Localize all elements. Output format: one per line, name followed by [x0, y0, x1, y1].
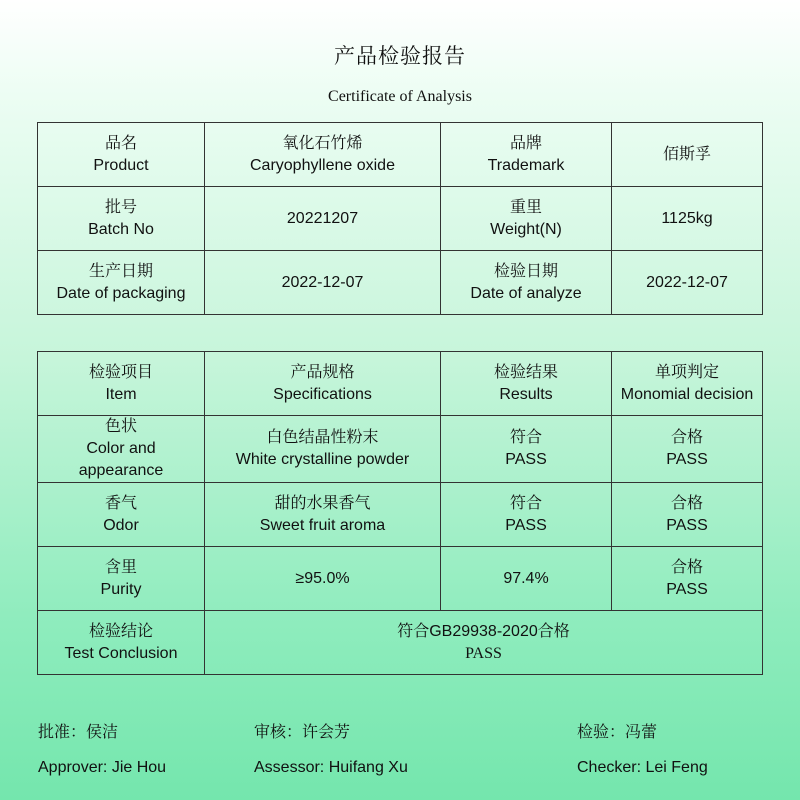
checker-cn: 检验：冯蕾 [577, 724, 658, 741]
conclusion-row [38, 611, 763, 675]
conclusion-value-en: PASS [465, 644, 502, 662]
header-result-cell [441, 352, 612, 416]
weight-label-cell [441, 187, 612, 251]
test-results-table [37, 351, 763, 675]
product-value-en: Caryophyllene oxide [250, 156, 395, 174]
decision-cell [612, 547, 763, 611]
spec-cn: 白色结晶性粉末 [266, 429, 379, 446]
analyze-date-label-en: Date of analyze [470, 284, 582, 302]
checker-en: Checker: Lei Feng [577, 759, 708, 776]
trademark-value: 佰斯孚 [662, 145, 711, 163]
batch-value-cell [205, 187, 441, 251]
product-value-cn: 氧化石竹烯 [282, 134, 363, 152]
table-header-row [38, 352, 763, 416]
result-en: PASS [505, 451, 547, 468]
decision-cell [612, 483, 763, 547]
spec-cell [205, 416, 441, 483]
product-label-cn: 品名 [104, 134, 137, 152]
item-cn: 色状 [104, 418, 137, 435]
decision-cn: 合格 [670, 494, 703, 512]
trademark-label-cell [441, 123, 612, 187]
spec-en: White crystalline powder [235, 451, 410, 468]
batch-label-cell [38, 187, 205, 251]
pack-date-label-en: Date of packaging [56, 284, 186, 302]
spec-en: Sweet fruit aroma [259, 516, 386, 534]
analyze-date-value-cell [612, 251, 763, 315]
spec-cell [205, 547, 441, 611]
document-title: 产品检验报告 [334, 45, 466, 68]
spec-cn: 甜的水果香气 [274, 494, 371, 512]
result-cn: 符合 [509, 429, 542, 446]
batch-value: 20221207 [286, 209, 359, 227]
table-row [38, 416, 763, 483]
spec-cell [205, 483, 441, 547]
header-decision-cn: 单项判定 [654, 363, 719, 381]
analyze-date-label-cn: 检验日期 [493, 262, 558, 280]
header-result-cn: 检验结果 [493, 363, 558, 381]
product-value-cell [205, 123, 441, 187]
conclusion-label-cell [38, 611, 205, 675]
approver-en: Approver: Jie Hou [38, 759, 167, 776]
header-item-cn: 检验项目 [88, 363, 153, 381]
trademark-label-en: Trademark [487, 156, 565, 174]
table-row [38, 187, 763, 251]
batch-label-cn: 批号 [104, 198, 137, 216]
conclusion-value-cell [205, 611, 763, 675]
pack-date-label-cell [38, 251, 205, 315]
product-info-table [37, 122, 763, 315]
item-cn: 香气 [104, 494, 137, 512]
pack-date-label-cn: 生产日期 [88, 262, 153, 280]
header-item-en: Item [105, 385, 137, 403]
result-cell [441, 416, 612, 483]
product-label-cell [38, 123, 205, 187]
header-result-en: Results [499, 385, 553, 403]
pack-date-value-cell [205, 251, 441, 315]
approver-cn: 批准：侯洁 [38, 724, 119, 741]
weight-label-en: Weight(N) [490, 220, 562, 238]
spec-value: ≥95.0% [295, 569, 350, 587]
result-en: PASS [505, 516, 547, 534]
conclusion-value-cn: 符合GB29938-2020合格 [397, 622, 570, 640]
result-cell [441, 547, 612, 611]
conclusion-label-cn: 检验结论 [88, 622, 153, 640]
header-spec-cn: 产品规格 [290, 363, 355, 381]
table-row [38, 251, 763, 315]
product-label-en: Product [93, 156, 149, 174]
decision-cell [612, 416, 763, 483]
pack-date-value: 2022-12-07 [281, 273, 364, 291]
item-en: Color and appearance [78, 440, 164, 479]
assessor-en: Assessor: Huifang Xu [254, 759, 408, 776]
decision-en: PASS [666, 451, 708, 468]
weight-value-cell [612, 187, 763, 251]
table-row [38, 547, 763, 611]
weight-label-cn: 重里 [509, 198, 542, 216]
item-en: Odor [103, 516, 139, 534]
header-decision-en: Monomial decision [620, 385, 754, 403]
item-cell [38, 416, 205, 483]
result-cn: 符合 [509, 494, 542, 512]
weight-value: 1125kg [661, 209, 713, 227]
table-row [38, 483, 763, 547]
analyze-date-label-cell [441, 251, 612, 315]
item-cn: 含里 [104, 558, 137, 576]
decision-cn: 合格 [670, 429, 703, 446]
analyze-date-value: 2022-12-07 [646, 273, 728, 291]
trademark-value-cell [612, 123, 763, 187]
item-cell [38, 483, 205, 547]
conclusion-label-en: Test Conclusion [64, 644, 178, 662]
decision-en: PASS [666, 580, 708, 598]
trademark-label-cn: 品牌 [509, 134, 542, 152]
decision-cn: 合格 [670, 558, 703, 576]
assessor-cn: 审核：许会芳 [254, 724, 351, 741]
item-en: Purity [100, 580, 142, 598]
document-subtitle: Certificate of Analysis [328, 88, 472, 105]
table-row [38, 123, 763, 187]
result-cell [441, 483, 612, 547]
header-spec-en: Specifications [273, 385, 372, 403]
batch-label-en: Batch No [88, 220, 154, 238]
header-spec-cell [205, 352, 441, 416]
header-item-cell [38, 352, 205, 416]
decision-en: PASS [666, 516, 708, 534]
result-value: 97.4% [503, 569, 549, 587]
item-cell [38, 547, 205, 611]
header-decision-cell [612, 352, 763, 416]
